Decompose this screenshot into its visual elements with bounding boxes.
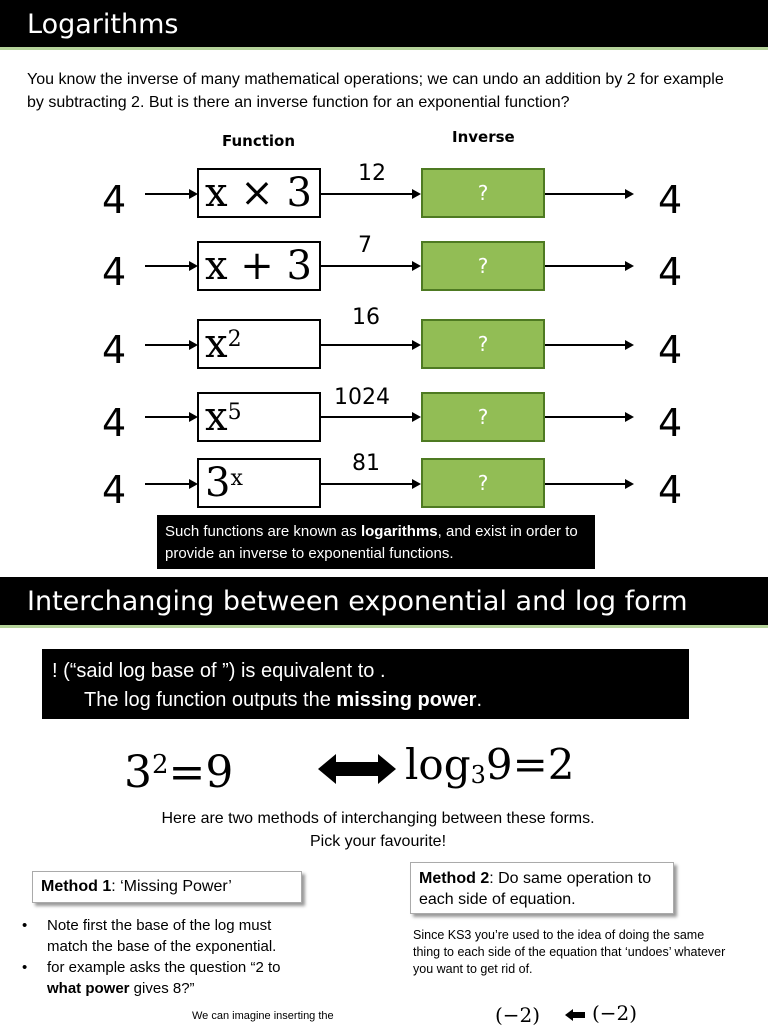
method-2-operation: (−2) [592, 1001, 638, 1025]
section-banner-interchanging [0, 577, 768, 628]
definition-line: The log function outputs the missing power. [84, 689, 482, 711]
intermediate-value: 81 [352, 451, 380, 476]
arrow-line [545, 416, 625, 418]
function-expression: x [205, 321, 228, 367]
row-output: 4 [658, 178, 683, 222]
arrowhead-icon [412, 412, 421, 422]
method-2-label: Method 2 [419, 870, 490, 887]
function-box [197, 458, 321, 508]
arrowhead-icon [625, 340, 634, 350]
arrowhead-icon [625, 479, 634, 489]
row-output: 4 [658, 468, 683, 512]
methods-intro: Here are two methods of interchanging between these forms. Pick your favourite! [161, 810, 595, 850]
key-definition-box [42, 649, 689, 719]
method-1-continuation: We can imagine inserting the [192, 1010, 334, 1022]
logarithms-keyword: logarithms [360, 523, 438, 540]
section-banner-logarithms [0, 0, 768, 50]
arrow-line [545, 265, 625, 267]
method-2-operation: (−2) [495, 1003, 541, 1027]
arrow-line [145, 265, 190, 267]
column-header-function: Function [222, 132, 296, 150]
arrowhead-icon [412, 479, 421, 489]
arrow-line [321, 416, 412, 418]
arrow-line [145, 416, 190, 418]
arrow-icon [565, 1009, 585, 1021]
row-output: 4 [658, 328, 683, 372]
inverse-box: ? [421, 458, 545, 508]
arrowhead-icon [625, 261, 634, 271]
function-box [197, 168, 321, 218]
function-exponent: 2 [227, 327, 242, 352]
definition-line: ! (“said log base of ”) is equivalent to . [52, 660, 386, 682]
function-box [197, 392, 321, 442]
section-title: Logarithms [27, 9, 179, 40]
method-2-description: Since KS3 you’re used to the idea of doing the same thing to each side of the equation that ‘undoes’ whatever you want to get rid of. [413, 928, 726, 976]
logarithm-note: Such functions are known as logarithms, and exist in order to provide an inverse to exponential functions. [157, 515, 595, 569]
row-output: 4 [658, 401, 683, 445]
function-box [197, 241, 321, 291]
arrow-line [545, 344, 625, 346]
arrow-line [545, 193, 625, 195]
intermediate-value: 16 [352, 305, 380, 330]
inverse-box: ? [421, 241, 545, 291]
row-input: 4 [102, 401, 127, 445]
function-expression: x [205, 394, 228, 440]
list-item: • for example asks the question “2 to what power gives 8?” [22, 957, 312, 999]
method-1-box: Method 1: ‘Missing Power’ [32, 871, 302, 903]
arrowhead-icon [625, 412, 634, 422]
function-expression: 3 [205, 460, 231, 506]
arrowhead-icon [412, 340, 421, 350]
missing-power-keyword: missing power [336, 689, 477, 711]
intermediate-value: 7 [358, 233, 372, 258]
log-form: $\log_39=2$ [405, 740, 575, 789]
inverse-box: ? [421, 392, 545, 442]
section-title: Interchanging between exponential and log form [27, 586, 688, 617]
method-2-box: Method 2: Do same operation to each side of equation. [410, 862, 674, 914]
function-exponent: x [230, 466, 243, 491]
row-input: 4 [102, 468, 127, 512]
function-box [197, 319, 321, 369]
arrowhead-icon [412, 261, 421, 271]
arrow-line [321, 483, 412, 485]
method-1-label: Method 1 [41, 878, 112, 895]
function-exponent: 5 [227, 400, 242, 425]
intermediate-value: 12 [358, 161, 386, 186]
arrowhead-icon [412, 189, 421, 199]
exponential-form: $3^2=9$ [124, 747, 234, 798]
method-1-list [22, 915, 312, 999]
row-input: 4 [102, 328, 127, 372]
arrow-line [321, 344, 412, 346]
function-expression: x + 3 [205, 243, 312, 289]
arrow-line [145, 193, 190, 195]
arrow-line [145, 344, 190, 346]
arrow-line [545, 483, 625, 485]
arrow-line [145, 483, 190, 485]
function-expression: x × 3 [205, 170, 312, 216]
arrow-line [321, 193, 412, 195]
arrow-line [321, 265, 412, 267]
row-input: 4 [102, 250, 127, 294]
list-item: • Note first the base of the log must match the base of the exponential. [22, 915, 312, 957]
intro-text: You know the inverse of many mathematical operations; we can undo an addition by 2 for example by subtracting 2. But is there an inverse function for an exponential function? [27, 71, 724, 111]
row-output: 4 [658, 250, 683, 294]
row-input: 4 [102, 178, 127, 222]
inverse-box: ? [421, 319, 545, 369]
intermediate-value: 1024 [334, 385, 390, 410]
inverse-box: ? [421, 168, 545, 218]
column-header-inverse: Inverse [452, 128, 515, 146]
arrowhead-icon [625, 189, 634, 199]
double-arrow-icon [318, 752, 396, 786]
